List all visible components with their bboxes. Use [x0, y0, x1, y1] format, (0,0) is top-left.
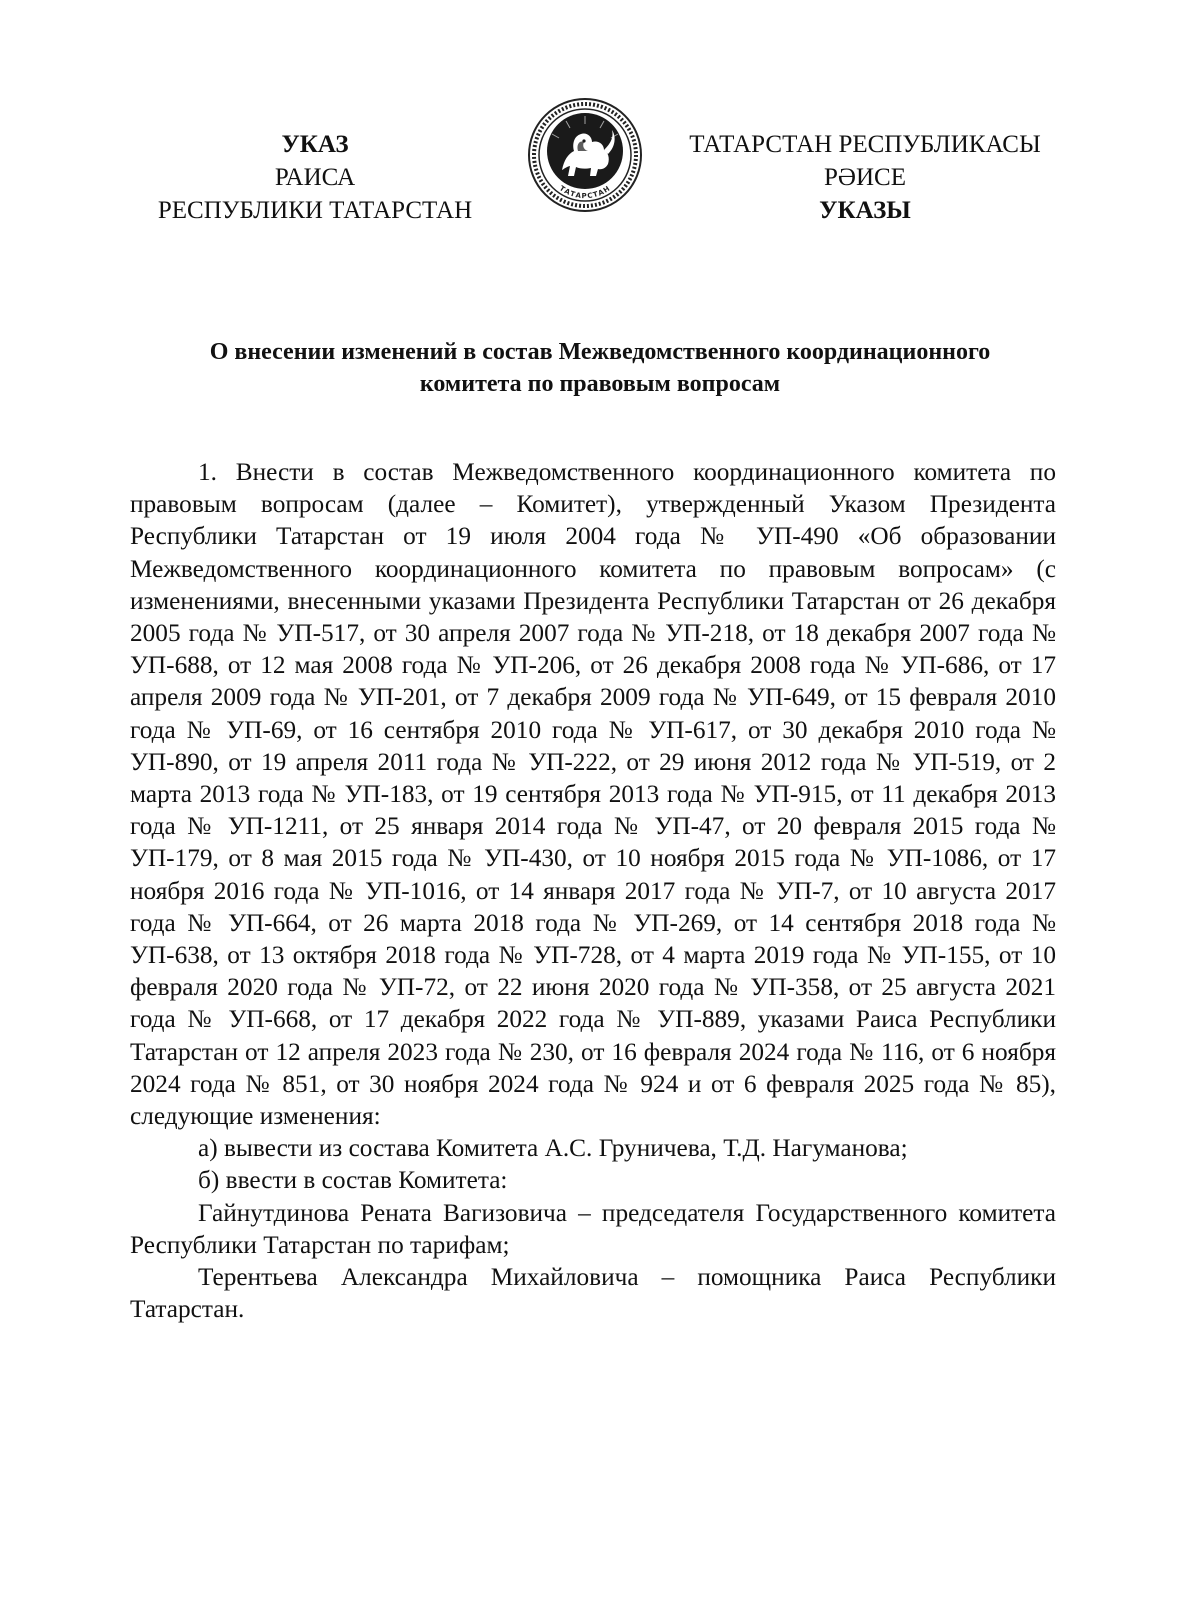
title-line-2: комитета по правовым вопросам [419, 371, 781, 397]
header-left-line-3: РЕСПУБЛИКИ ТАТАРСТАН [157, 197, 473, 224]
paragraph-5: Терентьева Александра Михайловича – помощника Раиса Республики Татарстан. [130, 1263, 1056, 1324]
svg-text:ТАТАРСТАН: ТАТАРСТАН [557, 184, 613, 201]
paragraph-4: Гайнутдинова Рената Вагизовича – председателя Государственного комитета Республики Татарстан по тарифам; [130, 1198, 1056, 1259]
paragraph-3: б) ввести в состав Комитета: [198, 1166, 508, 1195]
header-left-line-2: РАИСА [274, 164, 356, 191]
decree-body [130, 456, 1056, 1325]
header-russian [130, 128, 500, 227]
paragraph-2: а) вывести из состава Комитета А.С. Груничева, Т.Д. Нагуманова; [198, 1134, 908, 1163]
title-line-1: О внесении изменений в состав Межведомственного координационного [209, 339, 991, 365]
coat-of-arms-icon [526, 96, 644, 214]
header-right-line-3: УКАЗЫ [819, 197, 911, 224]
header-left-line-1: УКАЗ [281, 131, 349, 158]
header-right-line-2: РӘИСЕ [824, 164, 906, 191]
header-right-line-1: ТАТАРСТАН РЕСПУБЛИКАСЫ [689, 131, 1041, 158]
header-tatar [670, 128, 1060, 227]
paragraph-1: 1. Внести в состав Межведомственного координационного комитета по правовым вопросам (далее – Комитет), утвержденный Указом Президента Республики Татарстан от 19 июля 2004 года № УП-490 «Об образовании Межведомственного координационного комитета по правовым вопросам» (с изменениями, внесенными указами Президента Республики Татарстан от 26 декабря 2005 года № УП-517, от 30 апреля 2007 года № УП-218, от 18 декабря 2007 года № УП-688, от 12 мая 2008 года № УП-206, от 26 декабря 2008 года № УП-686, от 17 апреля 2009 года № УП-201, от 7 декабря 2009 года № УП-649, от 15 февраля 2010 года № УП-69, от 16 сентября 2010 года № УП-617, от 30 декабря 2010 года № УП-890, от 19 апреля 2011 года № УП-222, от 29 июня 2012 года № УП-519, от 2 марта 2013 года № УП-183, от 19 сентября 2013 года № УП-915, от 11 декабря 2013 года № УП-1211, от 25 января 2014 года № УП-47, от 20 февраля 2015 года № УП-179, от 8 мая 2015 года № УП-430, от 10 ноября 2015 года № УП-1086, от 17 ноября 2016 года № УП-1016, от 14 января 2017 года № УП-7, от 10 августа 2017 года № УП-664, от 26 марта 2018 года № УП-269, от 14 сентября 2018 года № УП-638, от 13 октября 2018 года № УП-728, от 4 марта 2019 года № УП-155, от 10 февраля 2020 года № УП-72, от 22 июня 2020 года № УП-358, от 25 августа 2021 года № УП-668, от 17 декабря 2022 года № УП-889, указами Раиса Республики Татарстан от 12 апреля 2023 года № 230, от 16 февраля 2024 года № 116, от 6 ноября 2024 года № 851, от 30 ноября 2024 года № 924 и от 6 февраля 2025 года № 85), следующие изменения: [130, 458, 1056, 1131]
decree-title [100, 336, 1100, 400]
